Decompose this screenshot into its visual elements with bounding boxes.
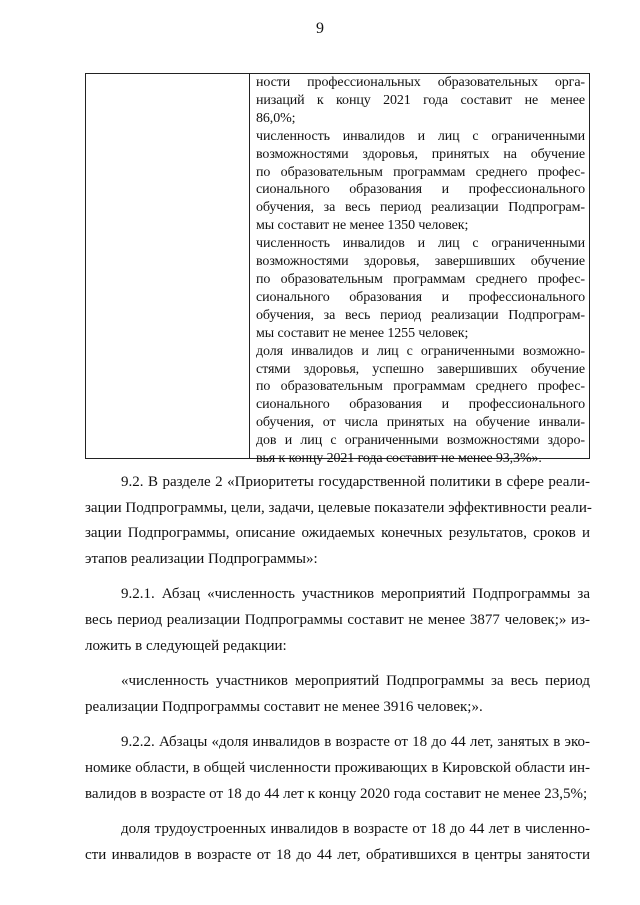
paragraph bbox=[85, 582, 590, 659]
paragraph-line: 9.2.2. Абзацы «доля инвалидов в возрасте от 18 до 44 лет, занятых в эко- bbox=[121, 734, 590, 751]
table-cell-line: стями здоровья, успешно завершивших обучение bbox=[256, 361, 585, 377]
table-cell-line: численность инвалидов и лиц с ограниченными bbox=[256, 128, 585, 144]
table-cell-line: доля инвалидов и лиц с ограниченными возможно- bbox=[256, 343, 585, 359]
table-cell-line: 86,0%; bbox=[256, 110, 296, 126]
table-cell-line: обучения, от числа принятых на обучение инвали- bbox=[256, 415, 585, 431]
table-cell-line: мы составит не менее 1255 человек; bbox=[256, 325, 469, 341]
table-cell-line: сионального образования и профессионального bbox=[256, 182, 585, 198]
table-cell-line: низаций к концу 2021 года составит не менее bbox=[256, 92, 585, 108]
paragraph-line: номике области, в общей численности проживающих в Кировской области ин- bbox=[85, 759, 590, 776]
paragraph-gap bbox=[85, 659, 590, 669]
body-text bbox=[85, 470, 590, 868]
paragraph bbox=[85, 470, 590, 572]
table-cell-line: возможностями здоровья, принятых на обучение bbox=[256, 146, 585, 162]
table-cell-line: по образовательным программам среднего профес- bbox=[256, 379, 585, 395]
paragraph bbox=[85, 669, 590, 720]
page-number: 9 bbox=[316, 20, 324, 37]
table-cell-line: мы составит не менее 1350 человек; bbox=[256, 218, 469, 234]
table-cell-line: возможностями здоровья, завершивших обучение bbox=[256, 254, 585, 270]
paragraph-line: «численность участников мероприятий Подпрограммы за весь период bbox=[121, 673, 590, 690]
table-cell-line: дов и лиц с ограниченными возможностями здоро- bbox=[256, 433, 585, 449]
table-cell-line: сионального образования и профессионального bbox=[256, 289, 585, 305]
paragraph-line: ложить в следующей редакции: bbox=[85, 637, 287, 654]
table-left-cell bbox=[86, 74, 250, 458]
table-cell-line: сионального образования и профессионального bbox=[256, 397, 585, 413]
indicators-table bbox=[85, 73, 590, 467]
table-cell-line: по образовательным программам среднего профес- bbox=[256, 271, 585, 287]
table-cell-line: обучения, за весь период реализации Подпрограм- bbox=[256, 307, 585, 323]
paragraph-line: реализации Подпрограммы составит не менее 3916 человек;». bbox=[85, 698, 483, 715]
table-cell-line: ности профессиональных образовательных орга- bbox=[256, 75, 585, 90]
paragraph-gap bbox=[85, 572, 590, 582]
paragraph-line: сти инвалидов в возрасте от 18 до 44 лет, обратившихся в центры занятости bbox=[85, 846, 590, 863]
paragraph bbox=[85, 730, 590, 807]
paragraph-line: весь период реализации Подпрограммы составит не менее 3877 человек;» из- bbox=[85, 611, 590, 628]
paragraph-gap bbox=[85, 807, 590, 817]
table-cell-line: по образовательным программам среднего профес- bbox=[256, 164, 585, 180]
table-cell-line: обучения, за весь период реализации Подпрограм- bbox=[256, 200, 585, 216]
paragraph bbox=[85, 817, 590, 868]
table-cell-line: численность инвалидов и лиц с ограниченными bbox=[256, 236, 585, 252]
paragraph-line: 9.2. В разделе 2 «Приоритеты государственной политики в сфере реали- bbox=[121, 474, 590, 490]
table-cell-line: вья к концу 2021 года составит не менее 93,3%». bbox=[256, 451, 542, 467]
paragraph-line: 9.2.1. Абзац «численность участников мероприятий Подпрограммы за bbox=[121, 586, 590, 603]
paragraph-line: зации Подпрограммы, описание ожидаемых конечных результатов, сроков и bbox=[85, 525, 590, 542]
table-right-cell bbox=[250, 74, 589, 467]
paragraph-gap bbox=[85, 720, 590, 730]
paragraph-line: валидов в возрасте от 18 до 44 лет к концу 2020 года составит не менее 23,5%; bbox=[85, 785, 588, 802]
paragraph-line: этапов реализации Подпрограммы»: bbox=[85, 550, 318, 567]
paragraph-line: доля трудоустроенных инвалидов в возрасте от 18 до 44 лет в численно- bbox=[121, 821, 590, 838]
paragraph-line: зации Подпрограммы, цели, задачи, целевые показатели эффективности реали- bbox=[85, 499, 592, 516]
